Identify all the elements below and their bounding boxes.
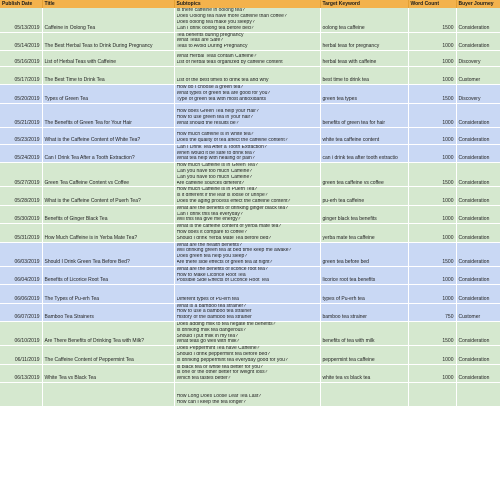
word-count-cell[interactable]: 750 (408, 303, 456, 321)
subtopics-cell[interactable] (174, 127, 320, 144)
subtopic-line: What is the caffeine content of yerba mate tea? (176, 224, 282, 230)
buyer-journey-cell[interactable]: Consideration (456, 103, 500, 127)
header-target-keyword[interactable]: Target Keyword (320, 0, 408, 8)
word-count-cell[interactable]: 1000 (408, 187, 456, 205)
title-cell[interactable]: The Benefits of Green Tea for Your Hair (42, 103, 174, 127)
publish-date-cell[interactable]: 06/03/2019 (0, 242, 42, 266)
subtopic-line: Is it different if the leaf is loose or unripe? (176, 193, 268, 199)
word-count-cell[interactable]: 1500 (408, 85, 456, 103)
buyer-journey-cell[interactable]: Discovery (456, 85, 500, 103)
word-count-cell[interactable]: 1000 (408, 66, 456, 84)
target-keyword-cell[interactable]: types of Pu-erh tea (320, 285, 408, 303)
subtopic-line: What are the benefits of drinking ginger black tea? (176, 205, 288, 211)
publish-date-cell[interactable]: 05/31/2019 (0, 224, 42, 242)
buyer-journey-cell[interactable]: Consideration (456, 321, 500, 345)
word-count-cell[interactable]: 1000 (408, 346, 456, 364)
publish-date-cell[interactable]: 06/07/2019 (0, 303, 42, 321)
title-cell[interactable]: Are There Benefits of Drinking Tea with Milk? (42, 321, 174, 345)
table-body (0, 8, 500, 406)
table-row[interactable] (0, 224, 500, 242)
title-cell[interactable]: Types of Green Tea (42, 85, 174, 103)
word-count-cell[interactable]: 1500 (408, 163, 456, 187)
subtopic-line: Can I drink oolong tea before bed? (176, 25, 254, 31)
subtopic-line: How can I keep the tea longer? (176, 400, 246, 406)
subtopic-line: How do I choose a green tea? (176, 85, 244, 91)
subtopic-line: Does Oolong tea have more caffeine than coffee? (176, 14, 287, 20)
subtopic-line: Can you have too much Caffeine? (176, 169, 253, 175)
target-keyword-cell[interactable]: can i drink tea after tooth extractio (320, 144, 408, 162)
table-row[interactable] (0, 50, 500, 66)
target-keyword-cell[interactable]: best time to drink tea (320, 66, 408, 84)
subtopic-line: What Herbal Teas contain Caffeine? (176, 54, 257, 60)
buyer-journey-cell[interactable]: Consideration (456, 8, 500, 32)
word-count-cell[interactable]: 1500 (408, 321, 456, 345)
table-row[interactable] (0, 285, 500, 303)
target-keyword-cell[interactable]: green tea caffeine vs coffee (320, 163, 408, 187)
buyer-journey-cell[interactable]: Consideration (456, 144, 500, 162)
publish-date-cell[interactable]: 06/11/2019 (0, 346, 42, 364)
publish-date-cell[interactable]: 05/30/2019 (0, 205, 42, 223)
buyer-journey-cell[interactable]: Consideration (456, 266, 500, 284)
buyer-journey-cell[interactable]: Consideration (456, 205, 500, 223)
subtopics-cell[interactable] (174, 144, 320, 162)
subtopic-line: How does it compare to coffee? (176, 230, 247, 236)
subtopics-cell[interactable] (174, 32, 320, 50)
buyer-journey-cell[interactable]: Consideration (456, 163, 500, 187)
subtopic-line: Can you have too much Caffeine? (176, 174, 253, 180)
publish-date-cell[interactable] (0, 382, 42, 406)
subtopic-line: Does the aging process effect the caffeine content? (176, 199, 291, 205)
subtopics-cell[interactable] (174, 85, 320, 103)
buyer-journey-cell[interactable]: Consideration (456, 127, 500, 144)
subtopic-line: What are the benefits of licorice root tea? (176, 266, 268, 272)
target-keyword-cell[interactable]: white tea caffeine content (320, 127, 408, 144)
title-cell[interactable]: White Tea vs Black Tea (42, 364, 174, 382)
subtopic-line: Should I drink peppermint tea before bed? (176, 351, 270, 357)
header-publish-date[interactable]: Publish Date (0, 0, 42, 8)
target-keyword-cell[interactable]: licorice root tea benefits (320, 266, 408, 284)
title-cell[interactable]: How Much Caffeine is in Yerba Mate Tea? (42, 224, 174, 242)
buyer-journey-cell[interactable]: Consideration (456, 285, 500, 303)
subtopics-cell[interactable] (174, 242, 320, 266)
buyer-journey-cell[interactable] (456, 382, 500, 406)
publish-date-cell[interactable]: 06/10/2019 (0, 321, 42, 345)
subtopic-line: Does oolong tea make you sleepy? (176, 19, 255, 25)
target-keyword-cell[interactable]: white tea vs black tea (320, 364, 408, 382)
table-row[interactable] (0, 66, 500, 84)
word-count-cell[interactable]: 1000 (408, 50, 456, 66)
target-keyword-cell[interactable]: oolong tea caffeine (320, 8, 408, 32)
publish-date-cell[interactable]: 05/17/2019 (0, 66, 42, 84)
subtopic-line: Is drinking milk tea dangerous? (176, 327, 246, 333)
target-keyword-cell[interactable]: pu-erh tea caffeine (320, 187, 408, 205)
header-title[interactable]: Title (42, 0, 174, 8)
subtopic-line: What teas go well with milk? (176, 339, 240, 345)
target-keyword-cell[interactable]: yerba mate tea caffeine (320, 224, 408, 242)
target-keyword-cell[interactable]: bamboo tea strainer (320, 303, 408, 321)
subtopic-line: Are caffeine sources different? (176, 180, 245, 186)
header-subtopics[interactable]: Subtopics (174, 0, 320, 8)
target-keyword-cell[interactable]: peppermint tea caffeine (320, 346, 408, 364)
buyer-journey-cell[interactable]: Consideration (456, 242, 500, 266)
word-count-cell[interactable]: 1000 (408, 224, 456, 242)
subtopic-line: Is drinking peppermint tea everyday good for you? (176, 357, 288, 363)
subtopics-cell[interactable] (174, 66, 320, 84)
subtopic-line: What should the results be? (176, 121, 239, 127)
subtopics-cell[interactable] (174, 8, 320, 32)
publish-date-cell[interactable]: 05/20/2019 (0, 85, 42, 103)
buyer-journey-cell[interactable]: Consideration (456, 187, 500, 205)
subtopic-line: What tea help with healing or pain? (176, 156, 255, 162)
subtopics-cell[interactable] (174, 364, 320, 382)
subtopic-line: Can I Drink Tea After a Tooth Extraction? (176, 144, 267, 150)
title-cell[interactable] (42, 382, 174, 406)
word-count-cell[interactable]: 1000 (408, 364, 456, 382)
title-cell[interactable]: List of Herbal Teas with Caffeine (42, 50, 174, 66)
table-row[interactable] (0, 163, 500, 187)
subtopic-line: Tea benefits during pregnancy (176, 32, 244, 38)
target-keyword-cell[interactable] (320, 382, 408, 406)
subtopic-line: How to use green tea in your hair? (176, 115, 253, 121)
target-keyword-cell[interactable]: ginger black tea benefits (320, 205, 408, 223)
title-cell[interactable]: Benefits of Ginger Black Tea (42, 205, 174, 223)
target-keyword-cell[interactable]: green tea before bed (320, 242, 408, 266)
subtopic-line: List of herbal teas organized by caffeine content (176, 60, 283, 66)
header-row (0, 0, 500, 8)
subtopic-line: History of the bamboo tea strainer (176, 315, 252, 321)
word-count-cell[interactable]: 1000 (408, 127, 456, 144)
subtopic-line: Which tea tastes better? (176, 376, 231, 382)
table-row[interactable] (0, 85, 500, 103)
header-word-count[interactable]: Word Count (408, 0, 456, 8)
title-cell[interactable]: Benefits of Licorice Root Tea (42, 266, 174, 284)
table-row[interactable] (0, 242, 500, 266)
title-cell[interactable]: The Caffeine Content of Peppermint Tea (42, 346, 174, 364)
subtopic-line: List of the best times to drink tea and why (176, 78, 269, 84)
table-row[interactable] (0, 187, 500, 205)
title-cell[interactable]: What is the Caffeine Content of White Tea? (42, 127, 174, 144)
buyer-journey-cell[interactable]: Consideration (456, 224, 500, 242)
subtopic-line: What are the health benefits? (176, 242, 242, 248)
word-count-cell[interactable]: 1000 (408, 266, 456, 284)
subtopic-line: Are there side effects of green tea at night? (176, 260, 273, 265)
title-cell[interactable]: The Types of Pu-erh Tea (42, 285, 174, 303)
subtopic-line: Does green tea help you sleep? (176, 254, 248, 260)
header-buyer-journey[interactable]: Buyer Journey (456, 0, 500, 8)
title-cell[interactable]: The Best Herbal Teas to Drink During Pregnancy (42, 32, 174, 50)
publish-date-cell[interactable]: 05/14/2019 (0, 32, 42, 50)
publish-date-cell[interactable]: 05/27/2019 (0, 163, 42, 187)
subtopics-cell[interactable] (174, 321, 320, 345)
subtopic-line: What is a bamboo tea strainer? (176, 303, 246, 309)
subtopic-line: Type of green tea with most antioxidants (176, 96, 266, 102)
table-row[interactable] (0, 205, 500, 223)
subtopic-line: Does the quality of tea affect the caffeine content? (176, 138, 288, 144)
buyer-journey-cell[interactable]: Discovery (456, 50, 500, 66)
table-row[interactable] (0, 103, 500, 127)
subtopics-cell[interactable] (174, 346, 320, 364)
subtopic-line: Possible Side Effects of Licorice Root Tea (176, 278, 269, 284)
subtopics-cell[interactable] (174, 266, 320, 284)
subtopic-line: How to Make Licorice Root Tea (176, 272, 246, 278)
subtopic-line: Will this tea give me energy? (176, 217, 241, 223)
publish-date-cell[interactable]: 05/23/2019 (0, 127, 42, 144)
subtopic-line: How much caffeine is in white tea? (176, 132, 254, 138)
buyer-journey-cell[interactable]: Customer (456, 66, 500, 84)
subtopic-line: Different types of Pu-erh tea (176, 296, 239, 302)
title-cell[interactable]: Should I Drink Green Tea Before Bed? (42, 242, 174, 266)
buyer-journey-cell[interactable]: Consideration (456, 346, 500, 364)
buyer-journey-cell[interactable]: Customer (456, 303, 500, 321)
word-count-cell[interactable]: 1500 (408, 8, 456, 32)
table-row[interactable] (0, 8, 500, 32)
subtopics-cell[interactable] (174, 303, 320, 321)
subtopic-line: Can I drink this tea everyday? (176, 211, 243, 217)
subtopics-cell[interactable] (174, 285, 320, 303)
publish-date-cell[interactable]: 05/28/2019 (0, 187, 42, 205)
subtopic-line: Will drinking green tea at bed time keep me awake? (176, 248, 292, 254)
target-keyword-cell[interactable]: herbal teas with caffeine (320, 50, 408, 66)
subtopic-line: Is one or the other better for weight loss? (176, 370, 268, 376)
subtopics-cell[interactable] (174, 382, 320, 406)
subtopics-cell[interactable] (174, 163, 320, 187)
buyer-journey-cell[interactable]: Consideration (456, 364, 500, 382)
publish-date-cell[interactable]: 06/04/2019 (0, 266, 42, 284)
word-count-cell[interactable]: 1000 (408, 144, 456, 162)
subtopic-line: Does Peppermint Tea have Caffeine? (176, 346, 260, 352)
buyer-journey-cell[interactable]: Consideration (456, 32, 500, 50)
table-row[interactable] (0, 127, 500, 144)
subtopic-line: Is black tea or white tea better for you? (176, 364, 263, 370)
subtopics-cell[interactable] (174, 205, 320, 223)
target-keyword-cell[interactable]: benefits of green tea for hair (320, 103, 408, 127)
subtopic-line: Is there caffeine in oolong tea? (176, 8, 245, 14)
subtopic-line: How does Green Tea help your Hair? (176, 109, 259, 115)
publish-date-cell[interactable]: 05/13/2019 (0, 8, 42, 32)
title-cell[interactable]: Caffeine in Oolong Tea (42, 8, 174, 32)
title-cell[interactable]: What is the Caffeine Content of Puerh Tea? (42, 187, 174, 205)
subtopics-cell[interactable] (174, 50, 320, 66)
publish-date-cell[interactable]: 05/24/2019 (0, 144, 42, 162)
subtopic-line: How to use a bamboo tea strainer (176, 309, 252, 315)
publish-date-cell[interactable]: 05/21/2019 (0, 103, 42, 127)
table-row[interactable] (0, 382, 500, 406)
word-count-cell[interactable]: 1500 (408, 242, 456, 266)
word-count-cell[interactable] (408, 382, 456, 406)
target-keyword-cell[interactable]: herbal teas for pregnancy (320, 32, 408, 50)
table-row[interactable] (0, 32, 500, 50)
table-row[interactable] (0, 303, 500, 321)
title-cell[interactable]: Can I Drink Tea After a Tooth Extraction? (42, 144, 174, 162)
subtopic-line: How much Caffeine is in Puerh Tea? (176, 187, 258, 193)
subtopic-line: Teas to Avoid During Pregnancy (176, 44, 248, 50)
table-row[interactable] (0, 144, 500, 162)
subtopic-line: How Long Does Loose Leaf Tea Last? (176, 394, 262, 400)
subtopic-line: What types of green tea are good for you? (176, 91, 271, 97)
publish-date-cell[interactable]: 06/13/2019 (0, 364, 42, 382)
table-row[interactable] (0, 321, 500, 345)
subtopic-line: How much Caffeine is in Green Tea? (176, 163, 258, 169)
table-row[interactable] (0, 266, 500, 284)
target-keyword-cell[interactable]: green tea types (320, 85, 408, 103)
word-count-cell[interactable]: 1000 (408, 205, 456, 223)
title-cell[interactable]: The Best Time to Drink Tea (42, 66, 174, 84)
subtopics-cell[interactable] (174, 224, 320, 242)
subtopics-cell[interactable] (174, 187, 320, 205)
table-row[interactable] (0, 346, 500, 364)
word-count-cell[interactable]: 1000 (408, 32, 456, 50)
subtopic-line: Does adding milk to tea negate the benefits? (176, 321, 276, 327)
subtopic-line: Should I drink Yerba Mate Tea before bed? (176, 235, 272, 241)
table-row[interactable] (0, 364, 500, 382)
title-cell[interactable]: Green Tea Caffeine Content vs Coffee (42, 163, 174, 187)
subtopic-line: Should I put milk in my tea? (176, 333, 238, 339)
publish-date-cell[interactable]: 05/16/2019 (0, 50, 42, 66)
subtopics-cell[interactable] (174, 103, 320, 127)
target-keyword-cell[interactable]: benefits of tea with milk (320, 321, 408, 345)
word-count-cell[interactable]: 1000 (408, 285, 456, 303)
subtopic-line: When would it be safe to drink tea? (176, 150, 255, 156)
word-count-cell[interactable]: 1000 (408, 103, 456, 127)
title-cell[interactable]: Bamboo Tea Strainers (42, 303, 174, 321)
subtopic-line: What Teas are Safe? (176, 38, 224, 44)
publish-date-cell[interactable]: 06/06/2019 (0, 285, 42, 303)
